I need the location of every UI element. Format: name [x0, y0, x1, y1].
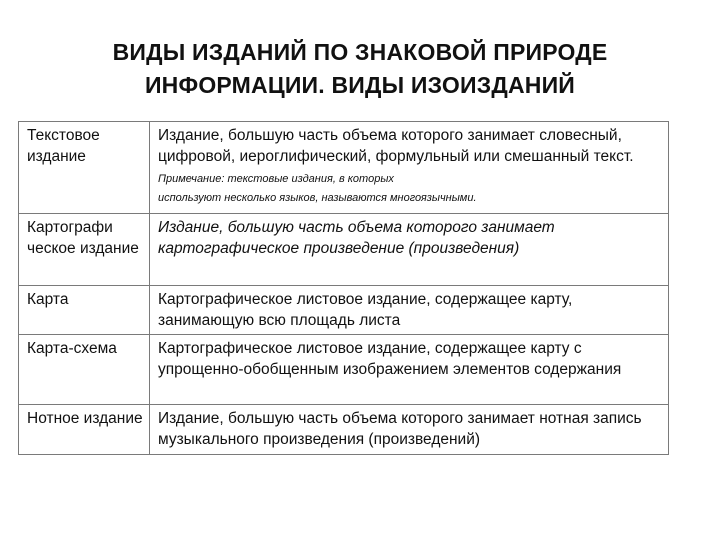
term-cell: Карта-схема: [19, 335, 150, 405]
definition-cell: Издание, большую часть объема которого занимает картографическое произведение (произведения): [150, 214, 669, 286]
definition-text: Издание, большую часть объема которого занимает словесный, цифровой, иероглифический, формульный или смешанный текст.: [158, 127, 634, 165]
page-title: [40, 36, 680, 102]
term-cell: Нотное издание: [19, 405, 150, 455]
note-text: Примечание: текстовые издания, в которых: [158, 173, 394, 185]
definition-cell: Картографическое листовое издание, содержащее карту с упрощенно-обобщенным изображением элементов содержания: [150, 335, 669, 405]
title-line-2: ИНФОРМАЦИИ. ВИДЫ ИЗОИЗДАНИЙ: [144, 72, 576, 98]
table-row: [19, 286, 669, 335]
table-row: [19, 405, 669, 455]
title-line-1: ВИДЫ ИЗДАНИЙ ПО ЗНАКОВОЙ ПРИРОДЕ: [112, 39, 608, 65]
table-row: [19, 122, 669, 214]
definition-cell: [150, 122, 669, 214]
note-text-continued: используют несколько языков, называются многоязычными.: [158, 192, 477, 204]
term-cell: Картографи ческое издание: [19, 214, 150, 286]
definition-cell: Издание, большую часть объема которого занимает нотная запись музыкального произведения (произведений): [150, 405, 669, 455]
definitions-table: [18, 121, 669, 455]
table-row: [19, 335, 669, 405]
table-row: [19, 214, 669, 286]
term-cell: Карта: [19, 286, 150, 335]
definition-cell: Картографическое листовое издание, содержащее карту, занимающую всю площадь листа: [150, 286, 669, 335]
term-cell: Текстовое издание: [19, 122, 150, 214]
